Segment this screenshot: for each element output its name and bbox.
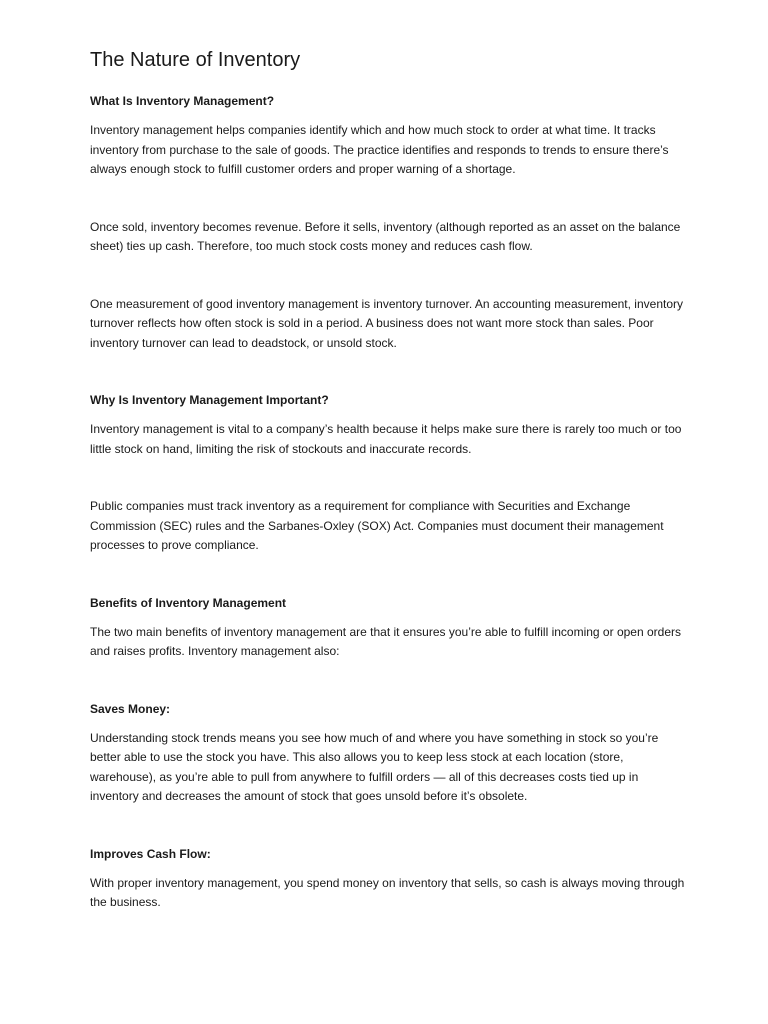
paragraph-revenue: Once sold, inventory becomes revenue. Before it sells, inventory (although reported as an asset on the balance sheet) ties up cash. Therefore, too much stock costs money and reduces cash flow.	[90, 219, 681, 253]
paragraph-turnover: One measurement of good inventory management is inventory turnover. An accounting measurement, inventory turnover reflects how often stock is sold in a period. A business does not want more stock than sales. Poor inventory turnover can lead to deadstock, or unsold stock.	[90, 296, 683, 350]
paragraph-vital: Inventory management is vital to a company’s health because it helps make sure there is rarely too much or too little stock on hand, limiting the risk of stockouts and inaccurate records.	[90, 422, 682, 456]
section-heading-what-is: What Is Inventory Management?	[90, 94, 275, 108]
paragraph-compliance: Public companies must track inventory as a requirement for compliance with Securities and Exchange Commission (SEC) rules and the Sarbanes-Oxley (SOX) Act. Companies must document their management processes to prove compliance.	[90, 499, 664, 552]
document-title: The Nature of Inventory	[90, 49, 301, 71]
spacer	[90, 662, 688, 700]
paragraph-cash-flow: With proper inventory management, you spend money on inventory that sells, so cash is always moving through the business.	[90, 875, 685, 909]
spacer	[90, 257, 688, 295]
spacer	[90, 556, 688, 594]
section-heading-why-important: Why Is Inventory Management Important?	[90, 393, 329, 407]
spacer	[90, 180, 688, 218]
section-heading-benefits: Benefits of Inventory Management	[90, 595, 287, 610]
spacer	[90, 807, 688, 845]
section-heading-cash-flow: Improves Cash Flow:	[90, 846, 211, 861]
section-heading-saves-money: Saves Money:	[90, 701, 171, 716]
paragraph-benefits: The two main benefits of inventory management are that it ensures you’re able to fulfill incoming or open orders and raises profits. Inventory management also:	[90, 624, 681, 658]
spacer	[90, 353, 688, 391]
paragraph-definition: Inventory management helps companies identify which and how much stock to order at what time. It tracks inventory from purchase to the sale of goods. The practice identifies and responds to trends to ensure there’s always enough stock to fulfill customer orders and proper warning of a shortage.	[90, 123, 669, 176]
paragraph-saves-money: Understanding stock trends means you see how much of and where you have something in stock so you’re better able to use the stock you have. This also allows you to keep less stock at each location (store, warehouse), as you’re able to pull from anywhere to fulfill orders — all of this decreases costs tied up in inventory and decreases the amount of stock that goes unsold before it’s obsolete.	[90, 730, 659, 803]
spacer	[90, 459, 688, 497]
